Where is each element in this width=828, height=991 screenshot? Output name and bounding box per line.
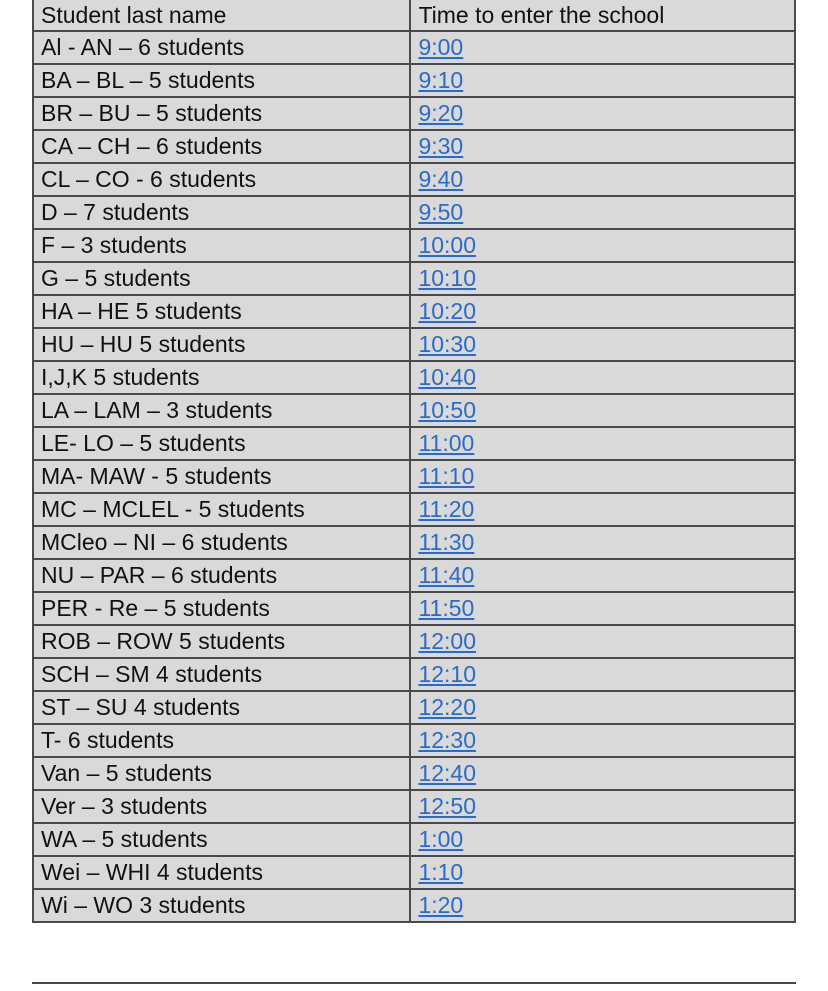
student-name-range: LE- LO – 5 students	[33, 427, 410, 460]
header-time-to-enter: Time to enter the school	[410, 0, 795, 31]
entry-time-cell	[410, 658, 795, 691]
entry-time-cell	[410, 889, 795, 922]
table-row	[33, 31, 795, 64]
entry-time-link[interactable]: 12:00	[418, 628, 477, 654]
entry-time-cell	[410, 163, 795, 196]
student-name-range: ROB – ROW 5 students	[33, 625, 410, 658]
entry-time-cell	[410, 526, 795, 559]
entry-time-link[interactable]: 11:50	[418, 595, 475, 621]
table-row	[33, 328, 795, 361]
student-name-range: T- 6 students	[33, 724, 410, 757]
entry-time-cell	[410, 427, 795, 460]
student-name-range: NU – PAR – 6 students	[33, 559, 410, 592]
entry-time-link[interactable]: 10:20	[418, 298, 477, 324]
entry-time-link[interactable]: 1:10	[418, 859, 464, 885]
table-row	[33, 229, 795, 262]
student-name-range: G – 5 students	[33, 262, 410, 295]
student-name-range: BA – BL – 5 students	[33, 64, 410, 97]
header-row	[33, 0, 795, 31]
student-name-range: HU – HU 5 students	[33, 328, 410, 361]
table-row	[33, 460, 795, 493]
student-name-range: PER - Re – 5 students	[33, 592, 410, 625]
entry-time-link[interactable]: 11:10	[418, 463, 475, 489]
entry-time-cell	[410, 625, 795, 658]
table-row	[33, 691, 795, 724]
entry-time-link[interactable]: 12:40	[418, 760, 477, 786]
entry-time-cell	[410, 64, 795, 97]
student-name-range: MA- MAW - 5 students	[33, 460, 410, 493]
entry-time-link[interactable]: 11:00	[418, 430, 475, 456]
header-student-last-name: Student last name	[33, 0, 410, 31]
table-row	[33, 163, 795, 196]
table-row	[33, 790, 795, 823]
student-name-range: Ver – 3 students	[33, 790, 410, 823]
table-row	[33, 559, 795, 592]
table-row	[33, 592, 795, 625]
entry-time-link[interactable]: 11:40	[418, 562, 475, 588]
entry-time-link[interactable]: 12:20	[418, 694, 477, 720]
entry-time-cell	[410, 295, 795, 328]
entry-time-cell	[410, 592, 795, 625]
entry-time-link[interactable]: 11:20	[418, 496, 475, 522]
entry-time-link[interactable]: 1:00	[418, 826, 464, 852]
entry-time-cell	[410, 328, 795, 361]
entry-time-link[interactable]: 10:30	[418, 331, 477, 357]
table-row	[33, 757, 795, 790]
entry-time-cell	[410, 97, 795, 130]
entry-time-link[interactable]: 12:10	[418, 661, 477, 687]
entry-time-link[interactable]: 9:10	[418, 67, 464, 93]
entry-time-link[interactable]: 1:20	[418, 892, 464, 918]
table-row	[33, 823, 795, 856]
entry-time-link[interactable]: 12:50	[418, 793, 477, 819]
entry-time-cell	[410, 262, 795, 295]
student-name-range: BR – BU – 5 students	[33, 97, 410, 130]
table-row	[33, 262, 795, 295]
entry-time-cell	[410, 229, 795, 262]
entry-time-link[interactable]: 9:30	[418, 133, 464, 159]
student-name-range: Wei – WHI 4 students	[33, 856, 410, 889]
student-name-range: I,J,K 5 students	[33, 361, 410, 394]
table-row	[33, 64, 795, 97]
table-row	[33, 295, 795, 328]
entry-time-cell	[410, 856, 795, 889]
entry-time-cell	[410, 31, 795, 64]
entry-time-link[interactable]: 10:10	[418, 265, 477, 291]
student-name-range: MC – MCLEL - 5 students	[33, 493, 410, 526]
table-row	[33, 394, 795, 427]
entry-time-link[interactable]: 9:50	[418, 199, 464, 225]
entry-time-cell	[410, 130, 795, 163]
entry-time-cell	[410, 394, 795, 427]
entry-time-cell	[410, 493, 795, 526]
entry-time-cell	[410, 823, 795, 856]
student-name-range: CA – CH – 6 students	[33, 130, 410, 163]
table-bottom-border	[32, 982, 796, 984]
table-row	[33, 493, 795, 526]
table-row	[33, 889, 795, 922]
entry-time-cell	[410, 691, 795, 724]
table-row	[33, 625, 795, 658]
entry-time-cell	[410, 724, 795, 757]
student-name-range: Wi – WO 3 students	[33, 889, 410, 922]
entry-time-cell	[410, 361, 795, 394]
entry-time-link[interactable]: 10:50	[418, 397, 477, 423]
schedule-body	[33, 0, 795, 922]
student-name-range: ST – SU 4 students	[33, 691, 410, 724]
student-name-range: CL – CO - 6 students	[33, 163, 410, 196]
entry-time-link[interactable]: 12:30	[418, 727, 477, 753]
table-row	[33, 196, 795, 229]
student-name-range: HA – HE 5 students	[33, 295, 410, 328]
table-row	[33, 97, 795, 130]
entry-time-link[interactable]: 11:30	[418, 529, 475, 555]
table-row	[33, 427, 795, 460]
entry-time-link[interactable]: 9:40	[418, 166, 464, 192]
student-name-range: WA – 5 students	[33, 823, 410, 856]
entry-time-link[interactable]: 9:00	[418, 34, 464, 60]
student-name-range: SCH – SM 4 students	[33, 658, 410, 691]
entry-time-link[interactable]: 10:00	[418, 232, 477, 258]
entry-time-cell	[410, 790, 795, 823]
student-name-range: LA – LAM – 3 students	[33, 394, 410, 427]
entry-time-link[interactable]: 9:20	[418, 100, 464, 126]
entry-time-cell	[410, 460, 795, 493]
table-row	[33, 361, 795, 394]
table-row	[33, 856, 795, 889]
schedule-table	[32, 0, 796, 923]
student-name-range: D – 7 students	[33, 196, 410, 229]
entry-time-link[interactable]: 10:40	[418, 364, 477, 390]
entry-time-cell	[410, 757, 795, 790]
table-row	[33, 130, 795, 163]
table-row	[33, 724, 795, 757]
student-name-range: Al - AN – 6 students	[33, 31, 410, 64]
table-row	[33, 526, 795, 559]
entry-time-cell	[410, 559, 795, 592]
student-name-range: Van – 5 students	[33, 757, 410, 790]
student-name-range: F – 3 students	[33, 229, 410, 262]
entry-time-cell	[410, 196, 795, 229]
student-name-range: MCleo – NI – 6 students	[33, 526, 410, 559]
table-row	[33, 658, 795, 691]
